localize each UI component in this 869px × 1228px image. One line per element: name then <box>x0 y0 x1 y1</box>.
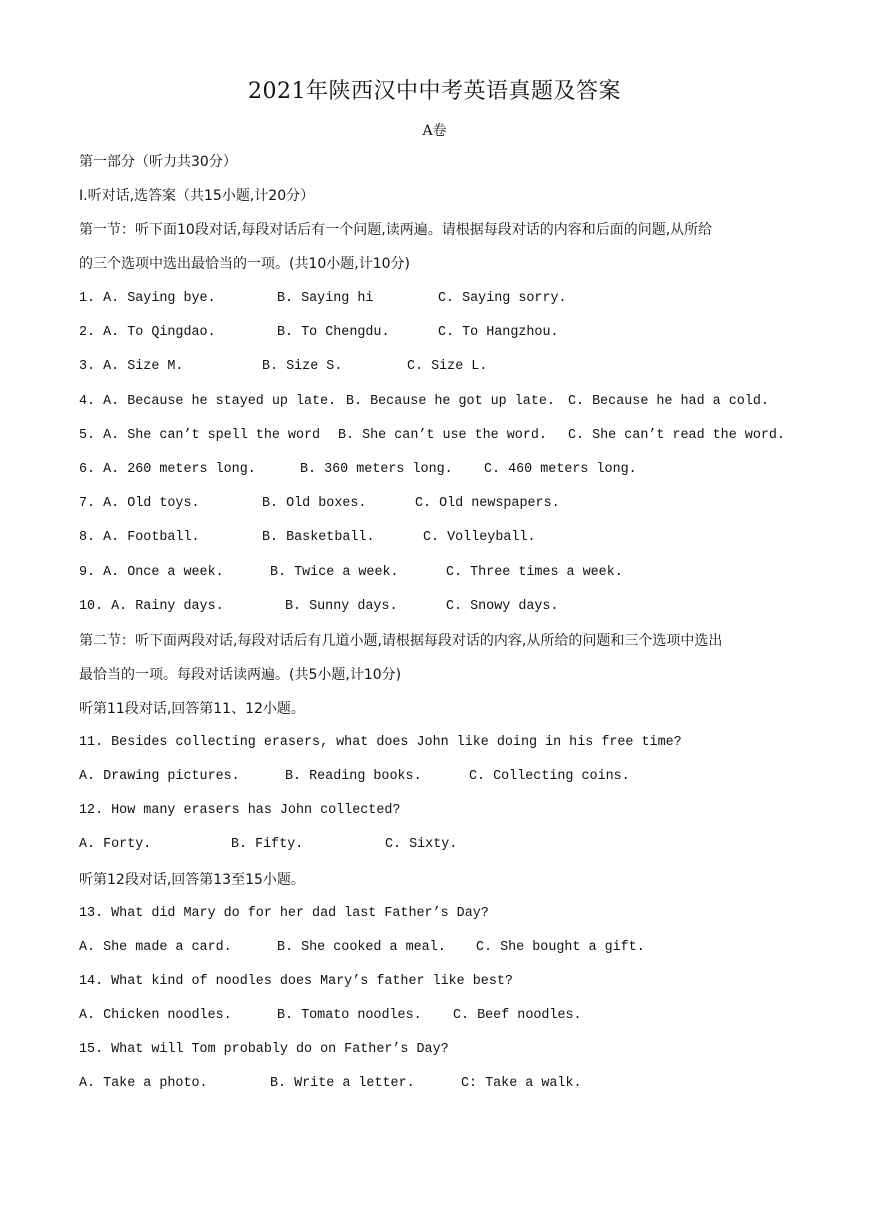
section-instructions: 最恰当的一项。每段对话读两遍。(共5小题,计10分) <box>79 667 402 683</box>
question-option: A. She made a card. <box>79 940 232 955</box>
question-option: B. She cooked a meal. <box>277 940 446 955</box>
document-title: 2021年陕西汉中中考英语真题及答案 <box>248 79 621 104</box>
question-option: 10. A. Rainy days. <box>79 599 224 614</box>
section-instructions: 第一节：听下面10段对话,每段对话后有一个问题,读两遍。请根据每段对话的内容和后面的问题,从所给 <box>79 222 713 238</box>
question-option: C. Volleyball. <box>423 530 536 545</box>
question-option: B. Tomato noodles. <box>277 1008 422 1023</box>
question-option: 7. A. Old toys. <box>79 496 200 511</box>
question-option: A. Take a photo. <box>79 1076 208 1091</box>
question-option: 3. A. Size M. <box>79 359 184 374</box>
question-option: C. Beef noodles. <box>453 1008 582 1023</box>
question-option: A. Drawing pictures. <box>79 769 240 784</box>
question-option: B. 360 meters long. <box>300 462 453 477</box>
question-option: 2. A. To Qingdao. <box>79 325 216 340</box>
question-option: C. She bought a gift. <box>476 940 645 955</box>
question-option: C. Sixty. <box>385 837 458 852</box>
question-option: B. Because he got up late. <box>346 394 555 409</box>
question-option: B. Basketball. <box>262 530 375 545</box>
question-option: B. Write a letter. <box>270 1076 415 1091</box>
question-option: B. Twice a week. <box>270 565 399 580</box>
question-option: A. Chicken noodles. <box>79 1008 232 1023</box>
question-option: B. Saying hi <box>277 291 374 306</box>
question-option: C. Saying sorry. <box>438 291 567 306</box>
section-instructions: 的三个选项中选出最恰当的一项。(共10小题,计10分) <box>79 256 411 272</box>
question-option: B. To Chengdu. <box>277 325 390 340</box>
question-option: 1. A. Saying bye. <box>79 291 216 306</box>
question-option: B. She can’t use the word. <box>338 428 547 443</box>
question-stem: 11. Besides collecting erasers, what does John like doing in his free time? <box>79 735 682 750</box>
question-option: C. Old newspapers. <box>415 496 560 511</box>
part-heading: 第一部分（听力共30分） <box>79 154 237 170</box>
question-option: C. Snowy days. <box>446 599 559 614</box>
question-option: B. Old boxes. <box>262 496 367 511</box>
question-stem: 13. What did Mary do for her dad last Father’s Day? <box>79 906 489 921</box>
question-stem: 12. How many erasers has John collected? <box>79 803 401 818</box>
question-option: C. Collecting coins. <box>469 769 630 784</box>
question-option: C. Because he had a cold. <box>568 394 769 409</box>
section-heading: Ⅰ.听对话,选答案（共15小题,计20分） <box>79 188 315 204</box>
question-stem: 15. What will Tom probably do on Father’s Day? <box>79 1042 449 1057</box>
question-option: A. Forty. <box>79 837 152 852</box>
question-option: C. To Hangzhou. <box>438 325 559 340</box>
question-option: C: Take a walk. <box>461 1076 582 1091</box>
question-option: 4. A. Because he stayed up late. <box>79 394 337 409</box>
question-option: C. Size L. <box>407 359 488 374</box>
paper-version: A卷 <box>422 123 447 139</box>
question-stem: 14. What kind of noodles does Mary’s father like best? <box>79 974 513 989</box>
question-option: C. 460 meters long. <box>484 462 637 477</box>
question-option: C. Three times a week. <box>446 565 623 580</box>
dialog-instruction: 听第11段对话,回答第11、12小题。 <box>79 701 305 717</box>
section-instructions: 第二节：听下面两段对话,每段对话后有几道小题,请根据每段对话的内容,从所给的问题和三个选项中选出 <box>79 633 723 649</box>
dialog-instruction: 听第12段对话,回答第13至15小题。 <box>79 872 305 888</box>
question-option: B. Size S. <box>262 359 343 374</box>
question-option: B. Fifty. <box>231 837 304 852</box>
question-option: 5. A. She can’t spell the word <box>79 428 321 443</box>
question-option: 8. A. Football. <box>79 530 200 545</box>
question-option: B. Sunny days. <box>285 599 398 614</box>
question-option: 9. A. Once a week. <box>79 565 224 580</box>
question-option: C. She can’t read the word. <box>568 428 785 443</box>
question-option: B. Reading books. <box>285 769 422 784</box>
question-option: 6. A. 260 meters long. <box>79 462 256 477</box>
